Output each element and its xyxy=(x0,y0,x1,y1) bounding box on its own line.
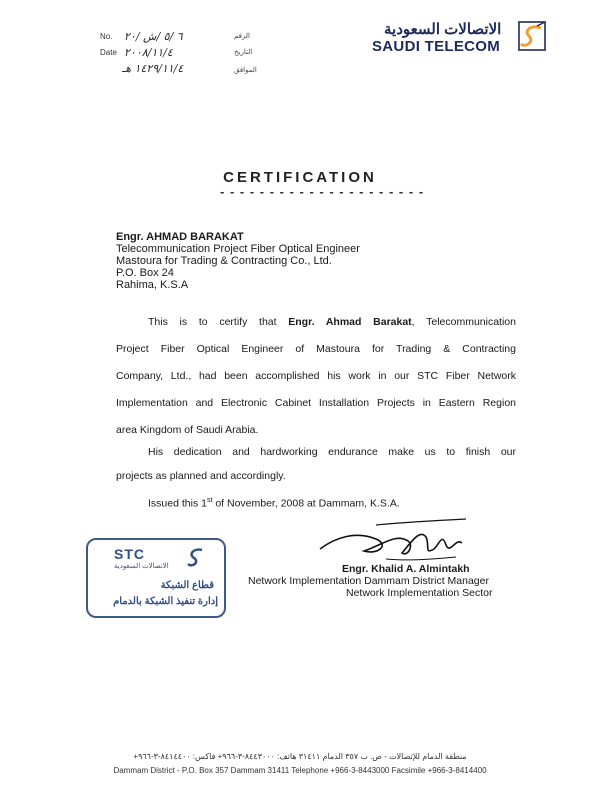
recipient-title: Telecommunication Project Fiber Optical Engineer xyxy=(116,243,360,255)
stamp-logo-icon xyxy=(184,546,206,570)
signatory-title-1: Network Implementation Dammam District Manager xyxy=(248,575,489,587)
ref-number-value: ۲۰/ ٦ /٥ /ش xyxy=(124,30,183,43)
recipient-name: Engr. AHMAD BARAKAT xyxy=(116,231,244,243)
p1-text-a: This is to certify that xyxy=(148,316,289,328)
ref-date-row xyxy=(100,46,173,59)
stamp-line-2: إدارة تنفيذ الشبكة بالدمام xyxy=(113,596,218,607)
handwritten-signature xyxy=(316,515,506,567)
ref-hijri-row xyxy=(118,62,183,75)
stamp-brand-arabic: الاتصالات السعودية xyxy=(114,563,169,570)
ref-number-ar-label: الرقم xyxy=(234,33,250,40)
issued-text-b: of November, 2008 at Dammam, K.S.A. xyxy=(212,497,400,510)
issued-text-a: Issued this 1 xyxy=(148,497,207,510)
ref-date-value: ٢٠٠٨/١١/٤ xyxy=(124,46,173,59)
footer-english: Dammam District - P.O. Box 357 Dammam 31411 Telephone +966-3-8443000 Facsimile +966-3-8414400 xyxy=(113,766,487,775)
p1-engineer-name: Engr. Ahmad Barakat xyxy=(288,316,412,328)
logo-english-text: SAUDI TELECOM xyxy=(372,38,501,55)
footer-arabic: منطقة الدمام للإتصالات - ص. ب ٣٥٧ الدمام ٣١٤١١ هاتف: ٨٤٤٣٠٠٠-٣-٩٦٦+ فاكس: ٨٤١٤٤٠٠-٣-٩٦٦+ xyxy=(133,752,467,761)
body-p2-line2: projects as planned and accordingly. xyxy=(116,470,286,482)
recipient-company: Mastoura for Trading & Contracting Co., Ltd. xyxy=(116,255,332,267)
signatory-title-2: Network Implementation Sector xyxy=(346,587,493,599)
signatory-name: Engr. Khalid A. Almintakh xyxy=(342,563,470,575)
document-title: CERTIFICATION xyxy=(223,169,377,186)
body-p1-line2: Project Fiber Optical Engineer of Mastoura for Trading & Contracting xyxy=(116,343,516,355)
issued-line xyxy=(148,495,548,510)
body-p1-line4: Implementation and Electronic Cabinet Installation Projects in Eastern Region xyxy=(116,397,516,409)
logo-arabic-text: الاتصالات السعودية xyxy=(384,21,502,38)
recipient-po-box: P.O. Box 24 xyxy=(116,267,174,279)
ref-date-ar-label: التاريخ xyxy=(234,49,253,56)
stamp-brand: STC xyxy=(114,546,145,562)
body-p2-line1: His dedication and hardworking endurance make us to finish our xyxy=(148,446,516,458)
body-p1-line1 xyxy=(148,316,516,328)
recipient-city: Rahima, K.S.A xyxy=(116,279,189,291)
stc-logo-icon xyxy=(515,18,549,54)
ref-number-label: No. xyxy=(100,32,113,41)
ref-date-label: Date xyxy=(100,48,117,57)
body-p1-line5: area Kingdom of Saudi Arabia. xyxy=(116,424,259,436)
body-p1-line3: Company, Ltd., had been accomplished his work in our STC Fiber Network xyxy=(116,370,516,382)
ref-hijri-ar-label: الموافق xyxy=(234,67,257,74)
stamp-line-1: قطاع الشبكة xyxy=(160,580,214,591)
title-dashed-underline: - - - - - - - - - - - - - - - - - - - - - xyxy=(220,184,425,199)
ref-hijri-value: ١٤٢٩/١١/٤ هـ xyxy=(122,62,184,75)
issued-sup: st xyxy=(206,497,213,504)
ref-number-row xyxy=(100,30,183,43)
p1-text-c: , Telecommunication xyxy=(411,316,516,328)
official-stamp xyxy=(86,538,226,618)
